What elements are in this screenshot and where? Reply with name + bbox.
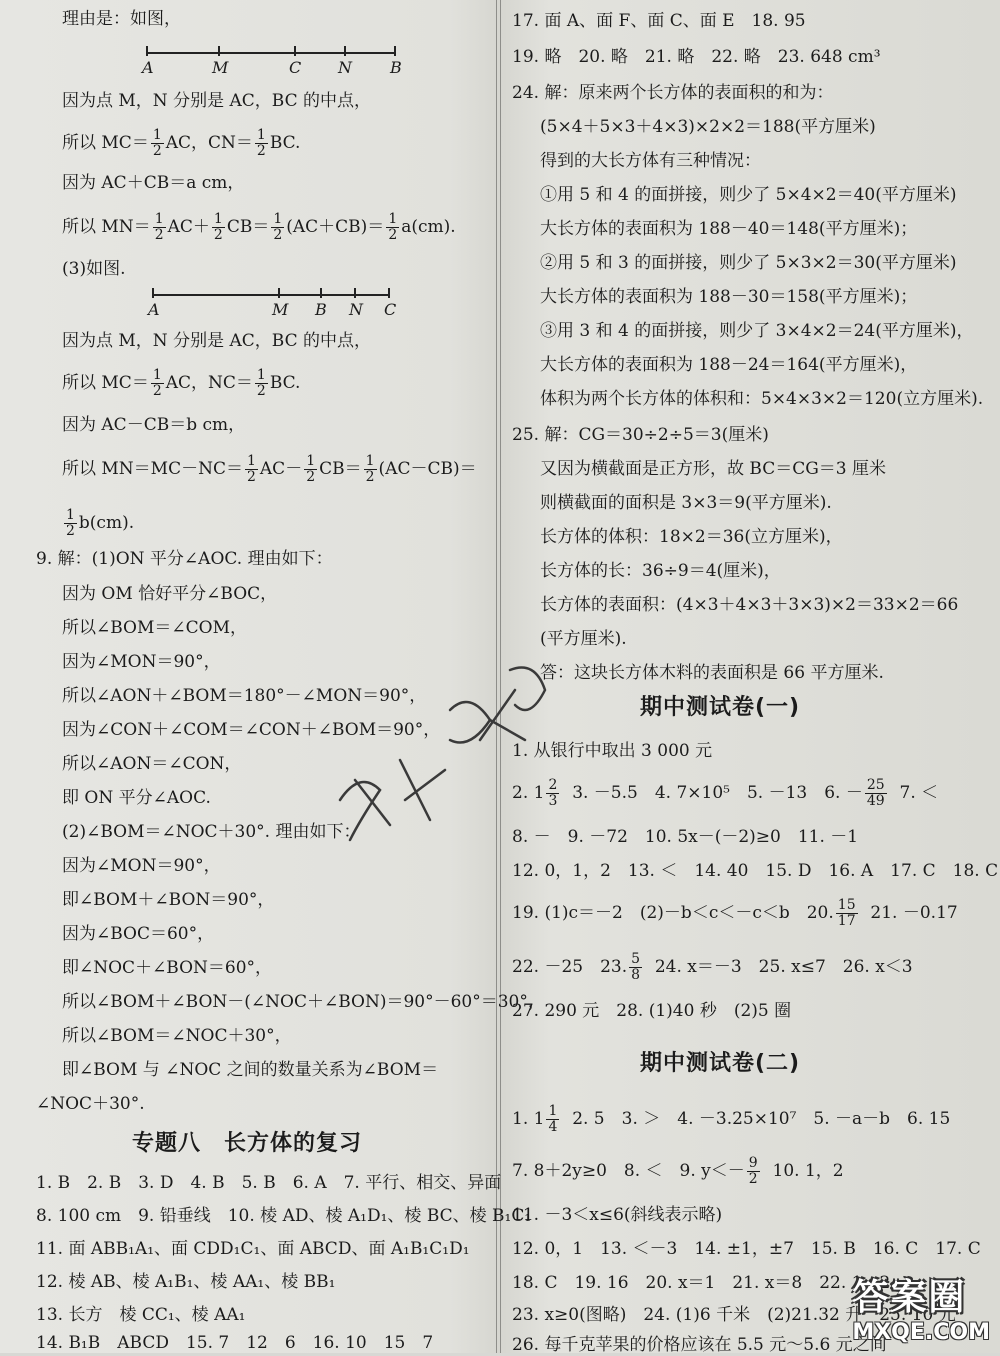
fraction: $\frac{1}{2}$ xyxy=(154,211,164,243)
fraction: $\frac{1}{2}$ xyxy=(152,127,162,159)
answer-line: 8. － 9. －72 10. 5x－(－2)≥0 11. －1 xyxy=(512,827,859,847)
text-part: CB＝ xyxy=(319,459,362,479)
answer-line: 12. 棱 AB、棱 A₁B₁、棱 AA₁、棱 BB₁ xyxy=(36,1272,336,1292)
point-label: N xyxy=(349,300,363,319)
answer-line xyxy=(512,898,958,929)
text-part: AC，CN＝ xyxy=(165,133,253,153)
text-part: 24. x＝－3 25. x≤7 26. x＜3 xyxy=(654,957,913,977)
text-line: 理由是：如图， xyxy=(62,9,181,29)
text-line xyxy=(62,212,456,243)
text-line: 所以∠AON＝∠CON， xyxy=(62,754,242,774)
fraction: $\frac{9}{2}$ xyxy=(748,1155,758,1187)
text-line: 答：这块长方体木料的表面积是 66 平方厘米. xyxy=(540,663,884,683)
answer-line: 8. 100 cm 9. 铅垂线 10. 棱 AD、棱 A₁D₁、棱 BC、棱 B₁C₁ xyxy=(36,1206,532,1226)
text-line: 因为点 M，N 分别是 AC，BC 的中点， xyxy=(62,331,371,351)
fraction: $\frac{1}{2}$ xyxy=(66,507,75,539)
text-part: 19. (1)c＝－2 (2)－b＜c＜－c＜b 20. xyxy=(512,903,834,923)
answer-line: 1. B 2. B 3. D 4. B 5. B 6. A 7. 平行、相交、异面 xyxy=(36,1173,502,1193)
fraction: $\frac{1}{2}$ xyxy=(152,367,162,399)
question-9: 9. 解：(1)ON 平分∠AOC. 理由如下： xyxy=(36,549,333,569)
text-line: 体积为两个长方体的体积和：5×4×3×2＝120(立方厘米). xyxy=(540,389,984,409)
text-part: 21. －0.17 xyxy=(870,903,958,923)
text-line: ③用 3 和 4 的面拼接，则少了 3×4×2＝24(平方厘米)， xyxy=(540,321,974,341)
text-line: 即∠BOM＋∠BON＝90°， xyxy=(62,890,275,910)
text-line: 则横截面的面积是 3×3＝9(平方厘米). xyxy=(540,493,832,513)
segment-figure-1 xyxy=(142,42,406,82)
text-part: a(cm). xyxy=(401,217,456,237)
text-part: AC－ xyxy=(259,459,303,479)
answer-line: 18. C 19. 16 20. x＝1 21. x＝8 22. 1，2 xyxy=(512,1273,891,1293)
text-part: 7. 8＋2y≥0 8. ＜ 9. y＜－ xyxy=(512,1161,745,1181)
text-part: 7. ＜ xyxy=(899,783,939,803)
text-part: 2. 5 3. ＞ 4. －3.25×10⁷ 5. －a－b 6. 15 xyxy=(572,1109,951,1129)
fraction: $\frac{1}{2}$ xyxy=(246,453,256,485)
text-part: 所以 MC＝ xyxy=(62,373,149,393)
fraction: $\frac{1}{2}$ xyxy=(365,453,375,485)
text-part: AC，NC＝ xyxy=(165,373,253,393)
point-label: C xyxy=(289,58,302,77)
text-line: (5×4＋5×3＋4×3)×2×2＝188(平方厘米) xyxy=(540,117,876,137)
answer-line: 12. 0，1，2 13. ＜ 14. 40 15. D 16. A 17. C 18. C xyxy=(512,861,999,881)
answer-line xyxy=(512,778,938,809)
watermark-logo xyxy=(852,1269,990,1345)
text-line: 因为∠CON＋∠COM＝∠CON＋∠BOM＝90°， xyxy=(62,720,441,740)
text-line: 因为 AC＋CB＝a cm， xyxy=(62,173,245,193)
text-line xyxy=(62,368,300,399)
text-line: ∠NOC＋30°. xyxy=(36,1094,145,1114)
text-line: (平方厘米). xyxy=(540,629,627,649)
point-label: M xyxy=(272,300,289,319)
text-line: 所以∠BOM＝∠COM， xyxy=(62,618,247,638)
answer-line: 26. 每千克苹果的价格应该在 5.5 元～5.6 元之间 xyxy=(512,1335,887,1355)
fraction: $\frac{1}{4}$ xyxy=(548,1103,558,1135)
text-line: 所以∠BOM＝∠NOC＋30°， xyxy=(62,1026,292,1046)
text-part: b(cm). xyxy=(78,513,135,533)
text-line: 因为∠MON＝90°， xyxy=(62,856,221,876)
text-line: 长方体的表面积：(4×3＋4×3＋3×3)×2＝33×2＝66 xyxy=(540,595,959,615)
handwriting-scribble xyxy=(320,650,560,850)
text-line: 长方体的体积：18×2＝36(立方厘米)， xyxy=(540,527,843,547)
section-heading: 专题八 长方体的复习 xyxy=(132,1131,363,1156)
text-line: 大长方体的表面积为 188－30＝158(平方厘米)； xyxy=(540,287,918,307)
answer-line: 27. 290 元 28. (1)40 秒 (2)5 圈 xyxy=(512,1001,792,1021)
point-label: N xyxy=(338,58,352,77)
text-part: 所以 MN＝MC－NC＝ xyxy=(62,459,243,479)
point-label: A xyxy=(142,58,154,77)
text-part: BC. xyxy=(269,133,301,153)
watermark-url: MXQE.COM xyxy=(852,1320,990,1345)
text-part: (AC＋CB)＝ xyxy=(286,217,385,237)
fraction: $\frac{1}{2}$ xyxy=(273,211,283,243)
text-part: 10. 1，2 xyxy=(772,1161,844,1181)
text-line: ②用 5 和 3 的面拼接，则少了 5×3×2＝30(平方厘米) xyxy=(540,253,957,273)
text-line: 长方体的长：36÷9＝4(厘米)， xyxy=(540,561,781,581)
text-part: AC＋ xyxy=(167,217,210,237)
segment-figure-2 xyxy=(148,284,402,324)
answer-line: 24. 解：原来两个长方体的表面积的和为： xyxy=(512,83,834,103)
section-heading: 期中测试卷(二) xyxy=(640,1051,801,1076)
answer-line: 1. 从银行中取出 3 000 元 xyxy=(512,741,713,761)
answer-line: 11. －3＜x≤6(斜线表示略) xyxy=(512,1205,723,1225)
text-line: 因为∠MON＝90°， xyxy=(62,652,221,672)
text-part: CB＝ xyxy=(226,217,270,237)
text-line: 即∠BOM 与 ∠NOC 之间的数量关系为∠BOM＝ xyxy=(62,1060,439,1080)
text-part: 所以 MC＝ xyxy=(62,133,149,153)
fraction: $\frac{1}{2}$ xyxy=(256,367,266,399)
text-line: 大长方体的表面积为 188－24＝164(平方厘米)， xyxy=(540,355,918,375)
text-part: 22. －25 23. xyxy=(512,957,628,977)
answer-line: 17. 面 A、面 F、面 C、面 E 18. 95 xyxy=(512,11,806,31)
text-part: 所以 MN＝ xyxy=(62,217,151,237)
text-part: BC. xyxy=(269,373,301,393)
text-line xyxy=(62,454,477,485)
answer-line: 19. 略 20. 略 21. 略 22. 略 23. 648 cm³ xyxy=(512,47,881,67)
text-line: 又因为横截面是正方形，故 BC＝CG＝3 厘米 xyxy=(540,459,887,479)
fraction: $\frac{15}{17}$ xyxy=(837,897,856,929)
text-line: 因为 AC－CB＝b cm， xyxy=(62,415,246,435)
text-line xyxy=(62,128,300,159)
fraction: $\frac{25}{49}$ xyxy=(866,777,885,809)
text-part: 2. 1 xyxy=(512,783,545,803)
answer-line: 14. B₁B ABCD 15. 7 12 6 16. 10 15 7 xyxy=(36,1333,434,1353)
text-line: 因为 OM 恰好平分∠BOC， xyxy=(62,584,278,604)
fraction: $\frac{1}{2}$ xyxy=(388,211,398,243)
answer-line: 12. 0，1 13. ＜－3 14. ±1，±7 15. B 16. C 17. C xyxy=(512,1239,981,1259)
text-line: 即∠NOC＋∠BON＝60°， xyxy=(62,958,273,978)
point-label: B xyxy=(315,300,327,319)
text-line: ①用 5 和 4 的面拼接，则少了 5×4×2＝40(平方厘米) xyxy=(540,185,957,205)
text-line: 大长方体的表面积为 188－40＝148(平方厘米)； xyxy=(540,219,918,239)
text-line: 所以∠BOM＋∠BON－(∠NOC＋∠BON)＝90°－60°＝30°， xyxy=(62,992,545,1012)
section-heading: 期中测试卷(一) xyxy=(640,695,801,720)
point-label: M xyxy=(212,58,229,77)
answer-line xyxy=(512,952,913,983)
answer-line: 25. 解：CG＝30÷2÷5＝3(厘米) xyxy=(512,425,769,445)
text-line: 因为点 M，N 分别是 AC，BC 的中点， xyxy=(62,91,371,111)
answer-line: 11. 面 ABB₁A₁、面 CDD₁C₁、面 ABCD、面 A₁B₁C₁D₁ xyxy=(36,1239,470,1259)
fraction: $\frac{2}{3}$ xyxy=(548,777,558,809)
answer-line xyxy=(512,1156,844,1187)
text-line xyxy=(62,508,134,539)
watermark-title: 答案圈 xyxy=(852,1277,967,1318)
fraction: $\frac{5}{8}$ xyxy=(631,951,641,983)
answer-line xyxy=(512,1104,950,1135)
fraction: $\frac{1}{2}$ xyxy=(256,127,266,159)
fraction: $\frac{1}{2}$ xyxy=(213,211,223,243)
text-line: 即 ON 平分∠AOC. xyxy=(62,788,211,808)
text-part: (AC－CB)＝ xyxy=(378,459,477,479)
text-part: 3. －5.5 4. 7×10⁵ 5. －13 6. － xyxy=(572,783,863,803)
point-label: B xyxy=(390,58,402,77)
text-part: 1. 1 xyxy=(512,1109,545,1129)
text-line: 得到的大长方体有三种情况： xyxy=(540,151,761,171)
text-line: 所以∠AON＋∠BOM＝180°－∠MON＝90°， xyxy=(62,686,427,706)
point-label: A xyxy=(148,300,160,319)
text-line: 因为∠BOC＝60°， xyxy=(62,924,215,944)
answer-line: 23. x≥0(图略) 24. (1)6 千米 (2)21.32 升 25. 10 元 xyxy=(512,1305,956,1325)
fraction: $\frac{1}{2}$ xyxy=(306,453,316,485)
text-line: (3)如图. xyxy=(62,259,126,279)
answer-line: 13. 长方 棱 CC₁、棱 AA₁ xyxy=(36,1305,246,1325)
point-label: C xyxy=(384,300,397,319)
text-line: (2)∠BOM＝∠NOC＋30°. 理由如下： xyxy=(62,822,361,842)
